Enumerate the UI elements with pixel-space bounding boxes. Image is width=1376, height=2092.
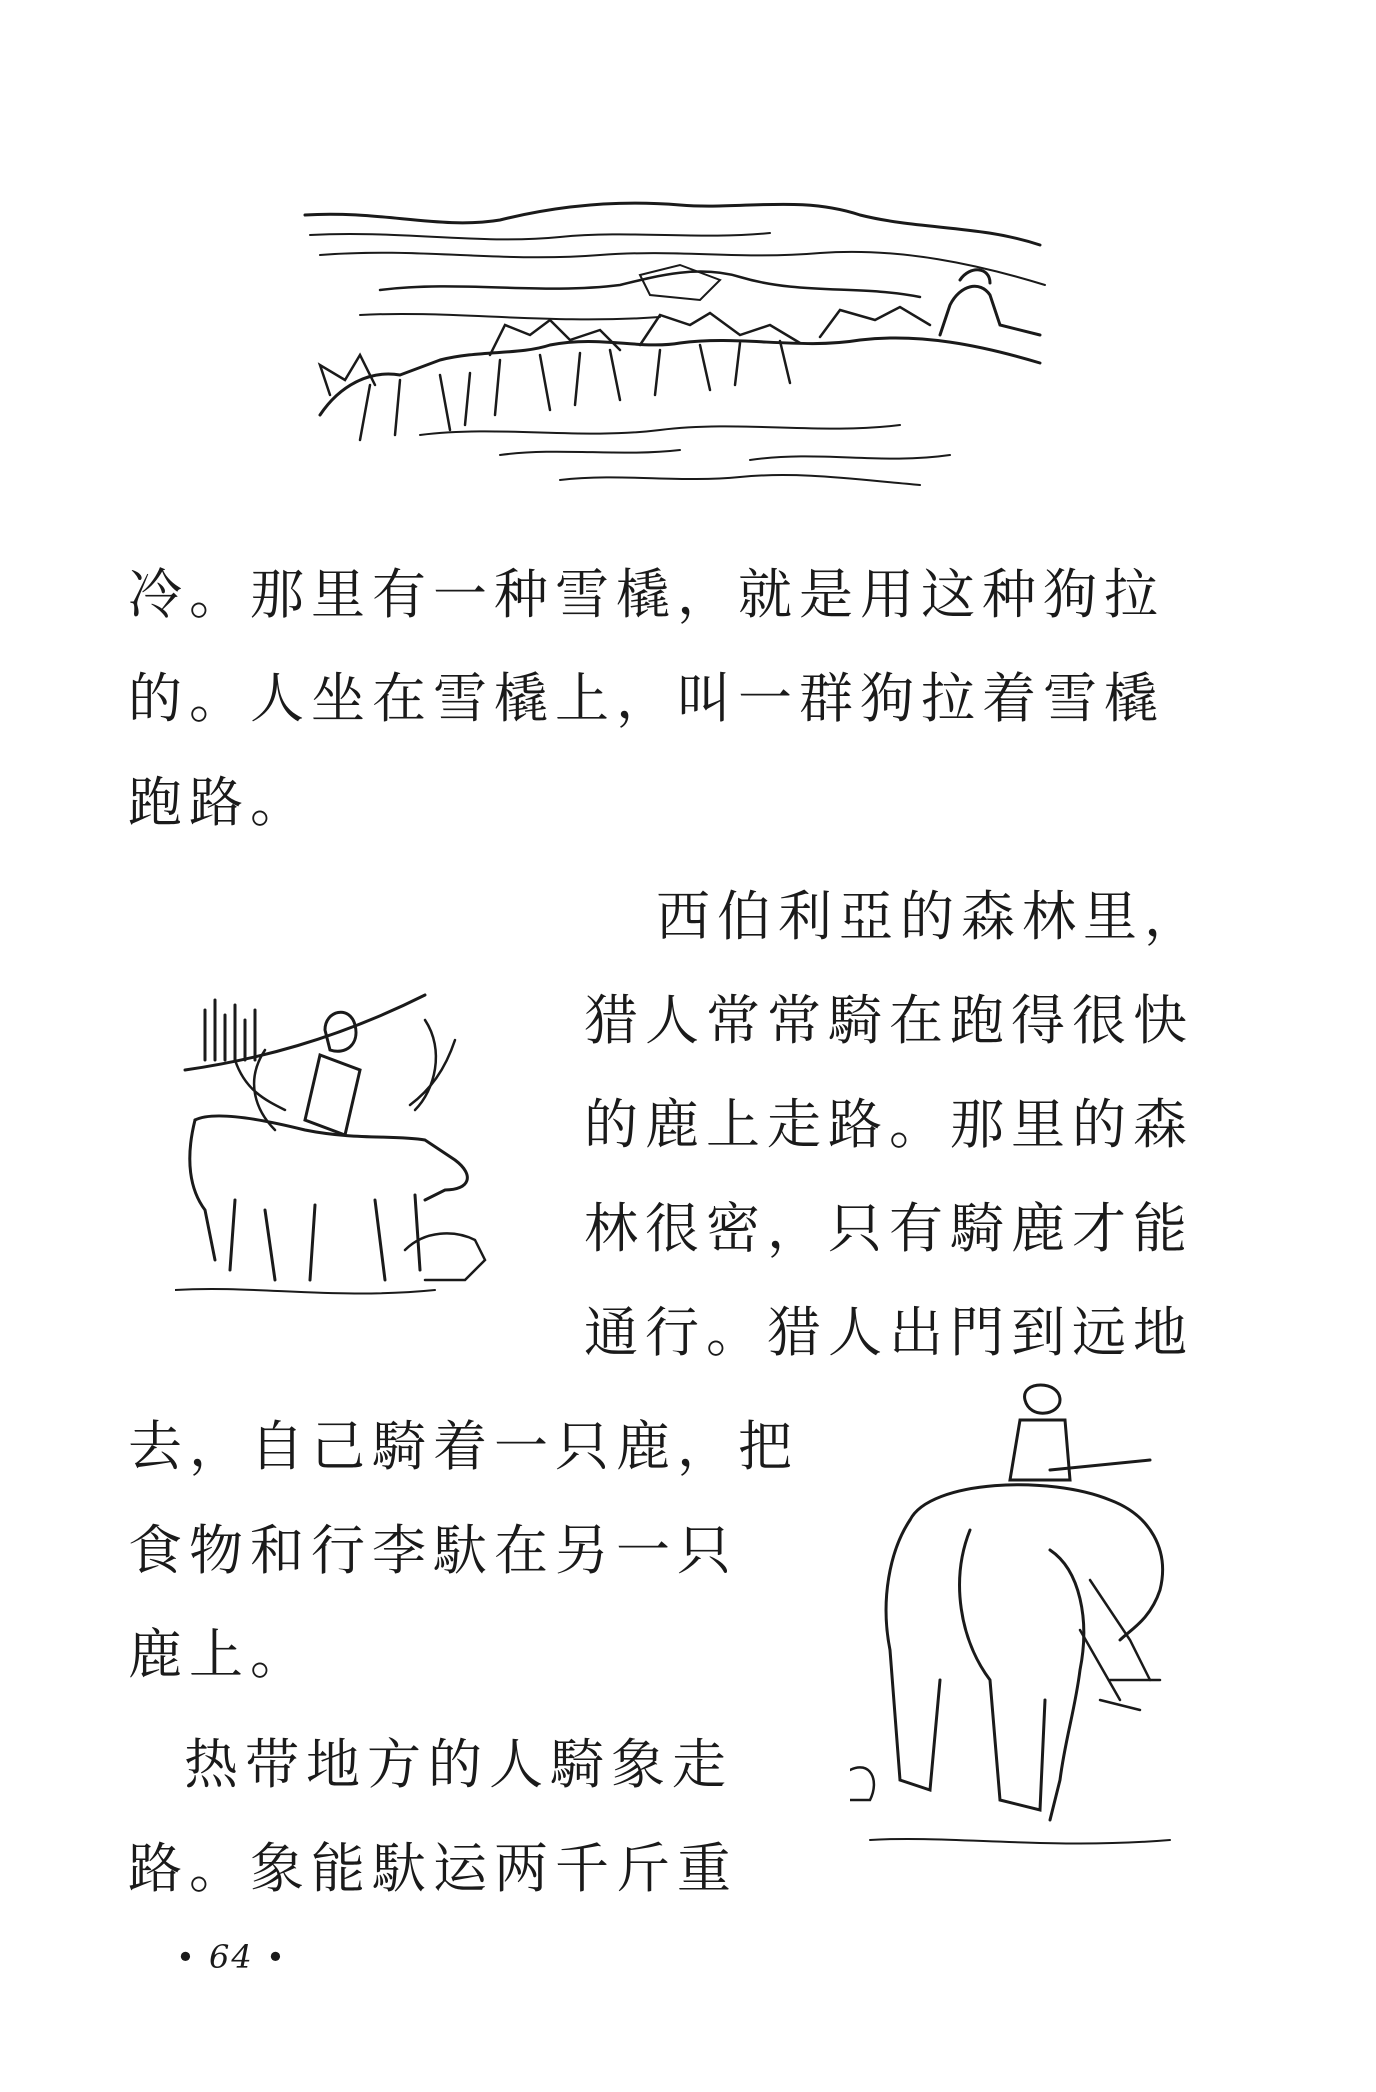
text-line: 猎人常常騎在跑得很快 (584, 989, 1194, 1052)
text-line: 去，自己騎着一只鹿，把 (128, 1415, 799, 1478)
text-line: 通行。猎人出門到远地 (584, 1301, 1194, 1364)
text-line: 食物和行李馱在另一只 (128, 1519, 738, 1582)
text-line: 林很密，只有騎鹿才能 (584, 1197, 1194, 1260)
text-line: 鹿上。 (128, 1623, 311, 1686)
text-line: 路。象能馱运两千斤重 (128, 1837, 738, 1900)
text-line: 跑路。 (128, 771, 311, 834)
text-line: 的鹿上走路。那里的森 (584, 1093, 1194, 1156)
text-line: 的。人坐在雪橇上，叫一群狗拉着雪橇 (128, 667, 1165, 730)
text-line: 热带地方的人騎象走 (184, 1733, 733, 1796)
elephant-rider-illustration (850, 1380, 1190, 1880)
dog-sled-illustration (300, 185, 1060, 495)
text-line: 西伯利亞的森林里， (656, 885, 1205, 948)
reindeer-rider-illustration (175, 960, 505, 1320)
page-number: • 64 • (176, 1938, 287, 1976)
text-line: 冷。那里有一种雪橇，就是用这种狗拉 (128, 563, 1165, 626)
